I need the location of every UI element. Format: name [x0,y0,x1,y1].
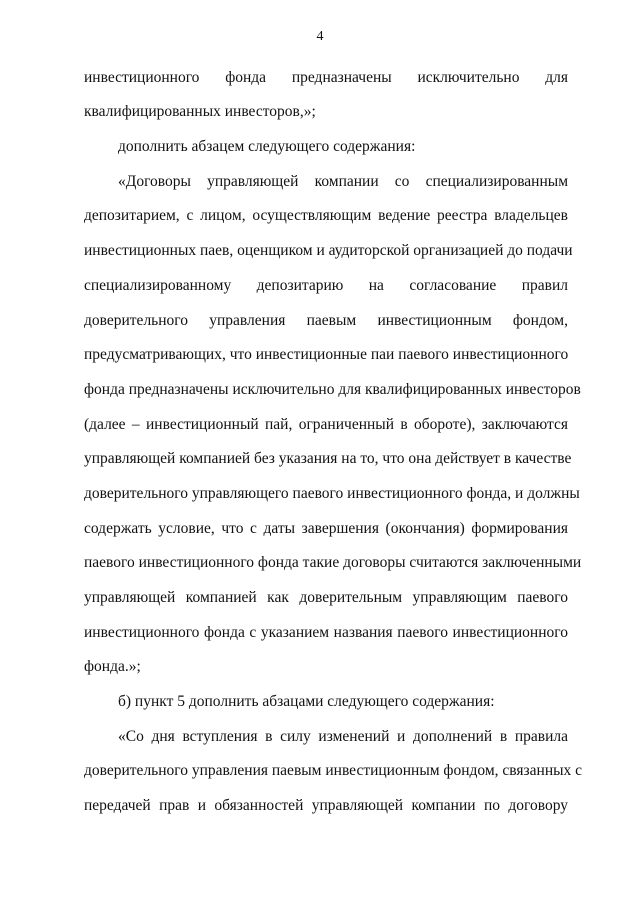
text-line: предусматривающих, что инвестиционные паи паевого инвестиционного [84,346,569,363]
text-line: паевого инвестиционного фонда такие договоры считаются заключенными [84,554,582,571]
text-line: специализированному депозитарию на согласование правил [84,277,568,294]
text-line: передачей прав и обязанностей управляющей компании по договору [84,797,568,814]
text-line: управляющей компанией как доверительным управляющим паевого [84,589,568,606]
text-line: (далее – инвестиционный пай, ограниченный в обороте), заключаются [84,416,568,433]
text-line: б) пункт 5 дополнить абзацами следующего содержания: [118,693,495,710]
text-line: инвестиционных паев, оценщиком и аудиторской организацией до подачи [84,242,573,259]
text-line: квалифицированных инвесторов,»; [84,103,316,120]
text-line: дополнить абзацем следующего содержания: [118,138,416,155]
text-line: «Договоры управляющей компании со специализированным [118,173,568,190]
text-line: фонда.»; [84,658,141,675]
text-line: содержать условие, что с даты завершения (окончания) формирования [84,520,568,537]
text-line: доверительного управления паевым инвестиционным фондом, [84,312,568,329]
text-line: инвестиционного фонда предназначены исключительно для [84,69,568,86]
text-line: управляющей компанией без указания на то, что она действует в качестве [84,450,572,467]
text-line: «Со дня вступления в силу изменений и дополнений в правила [118,728,568,745]
text-line: фонда предназначены исключительно для квалифицированных инвесторов [84,381,581,398]
page-number: 4 [316,29,324,44]
text-line: доверительного управляющего паевого инвестиционного фонда, и должны [84,485,580,502]
text-line: инвестиционного фонда с указанием названия паевого инвестиционного [84,624,568,641]
text-line: депозитарием, с лицом, осуществляющим ведение реестра владельцев [84,207,568,224]
text-line: доверительного управления паевым инвестиционным фондом, связанных с [84,762,583,779]
